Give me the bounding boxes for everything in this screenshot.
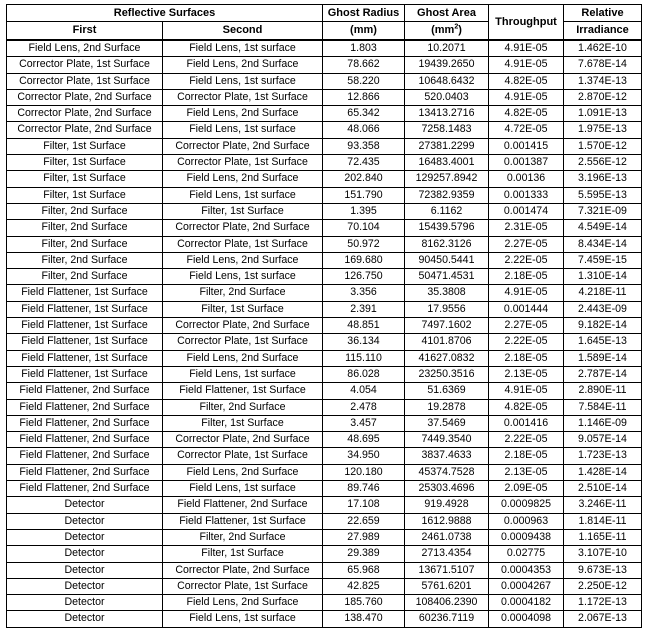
table-row <box>7 89 642 105</box>
ghost-radius-cell: 17.108 <box>323 497 405 513</box>
relative-irradiance-cell: 2.250E-12 <box>564 578 642 594</box>
relative-irradiance-cell: 7.584E-11 <box>564 399 642 415</box>
ghost-radius-cell: 185.760 <box>323 595 405 611</box>
ghost-radius-cell: 42.825 <box>323 578 405 594</box>
ghost-area-cell: 13671.5107 <box>405 562 489 578</box>
second-surface-cell: Field Lens, 2nd Surface <box>163 171 323 187</box>
relative-irradiance-cell: 1.975E-13 <box>564 122 642 138</box>
ghost-radius-cell: 86.028 <box>323 366 405 382</box>
first-surface-cell: Field Flattener, 2nd Surface <box>7 415 163 431</box>
table-row <box>7 415 642 431</box>
ghost-radius-cell: 4.054 <box>323 383 405 399</box>
ghost-area-cell: 50471.4531 <box>405 269 489 285</box>
ghost-area-cell: 1612.9888 <box>405 513 489 529</box>
first-surface-cell: Corrector Plate, 1st Surface <box>7 57 163 73</box>
second-surface-cell: Field Lens, 1st surface <box>163 611 323 627</box>
relative-irradiance-cell: 7.678E-14 <box>564 57 642 73</box>
throughput-cell: 2.22E-05 <box>489 334 564 350</box>
throughput-cell: 0.0004098 <box>489 611 564 627</box>
second-surface-cell: Field Lens, 2nd Surface <box>163 595 323 611</box>
throughput-cell: 0.001444 <box>489 301 564 317</box>
relative-irradiance-cell: 7.321E-09 <box>564 203 642 219</box>
ghost-radius-cell: 120.180 <box>323 464 405 480</box>
ghost-area-cell: 23250.3516 <box>405 366 489 382</box>
ghost-area-cell: 129257.8942 <box>405 171 489 187</box>
second-surface-cell: Field Lens, 2nd Surface <box>163 106 323 122</box>
second-surface-cell: Field Lens, 1st surface <box>163 73 323 89</box>
throughput-cell: 2.31E-05 <box>489 220 564 236</box>
throughput-cell: 0.001416 <box>489 415 564 431</box>
table-row <box>7 236 642 252</box>
ghost-area-cell: 7497.1602 <box>405 318 489 334</box>
table-row <box>7 399 642 415</box>
first-surface-cell: Field Flattener, 2nd Surface <box>7 383 163 399</box>
ghost-radius-cell: 93.358 <box>323 138 405 154</box>
second-surface-cell: Field Flattener, 1st Surface <box>163 383 323 399</box>
irradiance-header: Irradiance <box>564 22 642 41</box>
second-surface-cell: Filter, 1st Surface <box>163 415 323 431</box>
table-body <box>7 40 642 627</box>
ghost-area-cell: 19.2878 <box>405 399 489 415</box>
relative-irradiance-cell: 2.870E-12 <box>564 89 642 105</box>
second-surface-cell: Field Lens, 2nd Surface <box>163 350 323 366</box>
second-surface-cell: Filter, 2nd Surface <box>163 399 323 415</box>
ghost-area-cell: 6.1162 <box>405 203 489 219</box>
first-surface-cell: Filter, 1st Surface <box>7 187 163 203</box>
first-surface-cell: Field Flattener, 1st Surface <box>7 285 163 301</box>
second-surface-cell: Corrector Plate, 2nd Surface <box>163 318 323 334</box>
table-row <box>7 562 642 578</box>
throughput-cell: 0.0009825 <box>489 497 564 513</box>
ghost-radius-cell: 115.110 <box>323 350 405 366</box>
second-surface-cell: Field Lens, 1st surface <box>163 481 323 497</box>
table-row <box>7 269 642 285</box>
relative-irradiance-cell: 9.057E-14 <box>564 432 642 448</box>
table-row <box>7 252 642 268</box>
table-header <box>7 5 642 41</box>
first-surface-cell: Filter, 2nd Surface <box>7 236 163 252</box>
ghost-radius-cell: 36.134 <box>323 334 405 350</box>
table-row <box>7 57 642 73</box>
ghost-radius-cell: 22.659 <box>323 513 405 529</box>
relative-irradiance-cell: 1.570E-12 <box>564 138 642 154</box>
first-surface-cell: Detector <box>7 595 163 611</box>
throughput-cell: 0.001415 <box>489 138 564 154</box>
first-surface-cell: Detector <box>7 529 163 545</box>
ghost-area-cell: 60236.7119 <box>405 611 489 627</box>
second-surface-cell: Field Lens, 1st surface <box>163 187 323 203</box>
ghost-area-cell: 17.9556 <box>405 301 489 317</box>
ghost-radius-cell: 1.803 <box>323 40 405 57</box>
ghost-area-cell: 41627.0832 <box>405 350 489 366</box>
ghost-area-cell: 45374.7528 <box>405 464 489 480</box>
table-row <box>7 529 642 545</box>
ghost-radius-cell: 12.866 <box>323 89 405 105</box>
first-surface-cell: Field Flattener, 2nd Surface <box>7 432 163 448</box>
area-unit-prefix: (mm <box>431 24 455 36</box>
table-row <box>7 318 642 334</box>
ghost-radius-cell: 1.395 <box>323 203 405 219</box>
first-surface-cell: Field Flattener, 2nd Surface <box>7 464 163 480</box>
second-surface-header: Second <box>163 22 323 41</box>
table-row <box>7 350 642 366</box>
throughput-cell: 0.0004353 <box>489 562 564 578</box>
table-row <box>7 611 642 627</box>
relative-irradiance-cell: 3.196E-13 <box>564 171 642 187</box>
second-surface-cell: Field Lens, 2nd Surface <box>163 464 323 480</box>
first-surface-cell: Corrector Plate, 2nd Surface <box>7 106 163 122</box>
second-surface-cell: Corrector Plate, 1st Surface <box>163 448 323 464</box>
ghost-radius-cell: 50.972 <box>323 236 405 252</box>
table-row <box>7 432 642 448</box>
ghost-area-cell: 2461.0738 <box>405 529 489 545</box>
ghost-area-cell: 10.2071 <box>405 40 489 57</box>
throughput-cell: 4.82E-05 <box>489 106 564 122</box>
relative-irradiance-cell: 2.510E-14 <box>564 481 642 497</box>
first-surface-cell: Field Flattener, 2nd Surface <box>7 399 163 415</box>
table-row <box>7 464 642 480</box>
table-row <box>7 448 642 464</box>
first-surface-cell: Detector <box>7 513 163 529</box>
table-row <box>7 171 642 187</box>
ghost-area-cell: 35.3808 <box>405 285 489 301</box>
ghost-area-cell: 919.4928 <box>405 497 489 513</box>
relative-irradiance-cell: 4.549E-14 <box>564 220 642 236</box>
relative-irradiance-cell: 1.165E-11 <box>564 529 642 545</box>
second-surface-cell: Field Lens, 1st surface <box>163 269 323 285</box>
relative-irradiance-cell: 1.310E-14 <box>564 269 642 285</box>
table-row <box>7 220 642 236</box>
second-surface-cell: Filter, 1st Surface <box>163 203 323 219</box>
second-surface-cell: Field Lens, 2nd Surface <box>163 252 323 268</box>
ghost-area-unit <box>405 22 489 41</box>
ghost-radius-cell: 70.104 <box>323 220 405 236</box>
throughput-cell: 2.13E-05 <box>489 464 564 480</box>
second-surface-cell: Field Lens, 1st surface <box>163 40 323 57</box>
table-row <box>7 546 642 562</box>
second-surface-cell: Field Lens, 1st surface <box>163 366 323 382</box>
ghost-radius-cell: 72.435 <box>323 155 405 171</box>
second-surface-cell: Filter, 2nd Surface <box>163 285 323 301</box>
relative-irradiance-cell: 1.589E-14 <box>564 350 642 366</box>
throughput-cell: 0.001387 <box>489 155 564 171</box>
ghost-area-cell: 108406.2390 <box>405 595 489 611</box>
relative-irradiance-cell: 1.146E-09 <box>564 415 642 431</box>
relative-irradiance-cell: 5.595E-13 <box>564 187 642 203</box>
throughput-cell: 2.27E-05 <box>489 236 564 252</box>
first-surface-cell: Field Flattener, 1st Surface <box>7 350 163 366</box>
ghost-radius-cell: 3.356 <box>323 285 405 301</box>
ghost-radius-cell: 202.840 <box>323 171 405 187</box>
ghost-area-cell: 3837.4633 <box>405 448 489 464</box>
ghost-radius-cell: 27.989 <box>323 529 405 545</box>
second-surface-cell: Field Flattener, 1st Surface <box>163 513 323 529</box>
table-row <box>7 497 642 513</box>
second-surface-cell: Field Flattener, 2nd Surface <box>163 497 323 513</box>
first-surface-cell: Corrector Plate, 2nd Surface <box>7 122 163 138</box>
relative-irradiance-cell: 2.067E-13 <box>564 611 642 627</box>
throughput-cell: 4.91E-05 <box>489 57 564 73</box>
throughput-cell: 4.91E-05 <box>489 40 564 57</box>
throughput-cell: 4.91E-05 <box>489 383 564 399</box>
throughput-cell: 2.18E-05 <box>489 269 564 285</box>
relative-irradiance-cell: 1.645E-13 <box>564 334 642 350</box>
relative-irradiance-cell: 1.374E-13 <box>564 73 642 89</box>
ghost-area-cell: 27381.2299 <box>405 138 489 154</box>
throughput-cell: 0.001333 <box>489 187 564 203</box>
table-row <box>7 73 642 89</box>
relative-irradiance-cell: 8.434E-14 <box>564 236 642 252</box>
first-surface-cell: Filter, 1st Surface <box>7 171 163 187</box>
first-surface-cell: Field Flattener, 1st Surface <box>7 366 163 382</box>
first-surface-cell: Detector <box>7 578 163 594</box>
ghost-radius-cell: 169.680 <box>323 252 405 268</box>
throughput-cell: 2.22E-05 <box>489 432 564 448</box>
second-surface-cell: Field Lens, 1st surface <box>163 122 323 138</box>
first-surface-cell: Filter, 2nd Surface <box>7 220 163 236</box>
second-surface-cell: Filter, 1st Surface <box>163 546 323 562</box>
ghost-area-cell: 7258.1483 <box>405 122 489 138</box>
throughput-cell: 2.09E-05 <box>489 481 564 497</box>
ghost-radius-cell: 48.066 <box>323 122 405 138</box>
relative-irradiance-cell: 1.814E-11 <box>564 513 642 529</box>
second-surface-cell: Corrector Plate, 1st Surface <box>163 578 323 594</box>
ghost-radius-cell: 65.968 <box>323 562 405 578</box>
throughput-cell: 4.91E-05 <box>489 285 564 301</box>
first-surface-cell: Detector <box>7 562 163 578</box>
throughput-cell: 2.27E-05 <box>489 318 564 334</box>
relative-irradiance-cell: 1.723E-13 <box>564 448 642 464</box>
table-row <box>7 285 642 301</box>
throughput-header: Throughput <box>489 5 564 41</box>
ghost-area-cell: 10648.6432 <box>405 73 489 89</box>
relative-irradiance-cell: 9.182E-14 <box>564 318 642 334</box>
ghost-radius-cell: 78.662 <box>323 57 405 73</box>
throughput-cell: 0.0009438 <box>489 529 564 545</box>
throughput-cell: 0.00136 <box>489 171 564 187</box>
table-row <box>7 301 642 317</box>
ghost-analysis-table-container <box>6 4 642 628</box>
table-row <box>7 366 642 382</box>
throughput-cell: 2.13E-05 <box>489 366 564 382</box>
ghost-radius-cell: 48.695 <box>323 432 405 448</box>
ghost-radius-cell: 65.342 <box>323 106 405 122</box>
relative-irradiance-cell: 1.428E-14 <box>564 464 642 480</box>
ghost-radius-cell: 138.470 <box>323 611 405 627</box>
first-surface-cell: Detector <box>7 611 163 627</box>
first-surface-cell: Corrector Plate, 1st Surface <box>7 73 163 89</box>
first-surface-cell: Filter, 2nd Surface <box>7 269 163 285</box>
table-row <box>7 595 642 611</box>
ghost-radius-cell: 58.220 <box>323 73 405 89</box>
second-surface-cell: Corrector Plate, 2nd Surface <box>163 220 323 236</box>
throughput-cell: 0.001474 <box>489 203 564 219</box>
table-row <box>7 203 642 219</box>
ghost-area-cell: 19439.2650 <box>405 57 489 73</box>
second-surface-cell: Corrector Plate, 2nd Surface <box>163 562 323 578</box>
ghost-radius-cell: 2.391 <box>323 301 405 317</box>
area-unit-superscript: 2 <box>454 23 459 31</box>
second-surface-cell: Corrector Plate, 2nd Surface <box>163 138 323 154</box>
throughput-cell: 0.0004267 <box>489 578 564 594</box>
throughput-cell: 0.000963 <box>489 513 564 529</box>
ghost-radius-cell: 89.746 <box>323 481 405 497</box>
table-row <box>7 40 642 57</box>
table-row <box>7 106 642 122</box>
first-surface-cell: Filter, 1st Surface <box>7 138 163 154</box>
ghost-radius-cell: 3.457 <box>323 415 405 431</box>
table-row <box>7 334 642 350</box>
ghost-area-cell: 2713.4354 <box>405 546 489 562</box>
reflective-surfaces-header: Reflective Surfaces <box>7 5 323 22</box>
first-surface-cell: Filter, 1st Surface <box>7 155 163 171</box>
relative-irradiance-cell: 1.462E-10 <box>564 40 642 57</box>
second-surface-cell: Filter, 2nd Surface <box>163 529 323 545</box>
relative-irradiance-cell: 2.890E-11 <box>564 383 642 399</box>
relative-irradiance-cell: 2.787E-14 <box>564 366 642 382</box>
relative-irradiance-cell: 3.107E-10 <box>564 546 642 562</box>
table-row <box>7 187 642 203</box>
relative-header: Relative <box>564 5 642 22</box>
ghost-area-cell: 15439.5796 <box>405 220 489 236</box>
throughput-cell: 4.82E-05 <box>489 73 564 89</box>
throughput-cell: 4.91E-05 <box>489 89 564 105</box>
table-row <box>7 122 642 138</box>
ghost-area-cell: 4101.8706 <box>405 334 489 350</box>
first-surface-cell: Field Flattener, 1st Surface <box>7 334 163 350</box>
ghost-area-header: Ghost Area <box>405 5 489 22</box>
relative-irradiance-cell: 1.091E-13 <box>564 106 642 122</box>
first-surface-cell: Filter, 2nd Surface <box>7 203 163 219</box>
ghost-area-cell: 8162.3126 <box>405 236 489 252</box>
throughput-cell: 0.02775 <box>489 546 564 562</box>
throughput-cell: 0.0004182 <box>489 595 564 611</box>
relative-irradiance-cell: 3.246E-11 <box>564 497 642 513</box>
ghost-area-cell: 16483.4001 <box>405 155 489 171</box>
second-surface-cell: Corrector Plate, 2nd Surface <box>163 432 323 448</box>
ghost-analysis-table <box>6 4 642 628</box>
first-surface-cell: Corrector Plate, 2nd Surface <box>7 89 163 105</box>
relative-irradiance-cell: 1.172E-13 <box>564 595 642 611</box>
second-surface-cell: Corrector Plate, 1st Surface <box>163 334 323 350</box>
ghost-area-cell: 5761.6201 <box>405 578 489 594</box>
first-surface-cell: Field Flattener, 2nd Surface <box>7 448 163 464</box>
relative-irradiance-cell: 2.556E-12 <box>564 155 642 171</box>
first-surface-cell: Field Flattener, 1st Surface <box>7 301 163 317</box>
ghost-radius-header: Ghost Radius <box>323 5 405 22</box>
area-unit-suffix: ) <box>458 24 462 36</box>
first-surface-cell: Field Flattener, 1st Surface <box>7 318 163 334</box>
throughput-cell: 2.22E-05 <box>489 252 564 268</box>
table-row <box>7 578 642 594</box>
ghost-radius-cell: 2.478 <box>323 399 405 415</box>
throughput-cell: 2.18E-05 <box>489 350 564 366</box>
ghost-radius-unit: (mm) <box>323 22 405 41</box>
second-surface-cell: Filter, 1st Surface <box>163 301 323 317</box>
ghost-area-cell: 520.0403 <box>405 89 489 105</box>
table-row <box>7 138 642 154</box>
first-surface-cell: Detector <box>7 546 163 562</box>
throughput-cell: 4.72E-05 <box>489 122 564 138</box>
ghost-area-cell: 37.5469 <box>405 415 489 431</box>
ghost-radius-cell: 151.790 <box>323 187 405 203</box>
throughput-cell: 2.18E-05 <box>489 448 564 464</box>
first-surface-header: First <box>7 22 163 41</box>
ghost-area-cell: 72382.9359 <box>405 187 489 203</box>
ghost-radius-cell: 48.851 <box>323 318 405 334</box>
ghost-radius-cell: 29.389 <box>323 546 405 562</box>
relative-irradiance-cell: 9.673E-13 <box>564 562 642 578</box>
second-surface-cell: Corrector Plate, 1st Surface <box>163 236 323 252</box>
ghost-radius-cell: 126.750 <box>323 269 405 285</box>
table-row <box>7 383 642 399</box>
second-surface-cell: Corrector Plate, 1st Surface <box>163 155 323 171</box>
ghost-radius-cell: 34.950 <box>323 448 405 464</box>
table-row <box>7 481 642 497</box>
ghost-area-cell: 90450.5441 <box>405 252 489 268</box>
second-surface-cell: Field Lens, 2nd Surface <box>163 57 323 73</box>
table-row <box>7 513 642 529</box>
ghost-area-cell: 25303.4696 <box>405 481 489 497</box>
relative-irradiance-cell: 2.443E-09 <box>564 301 642 317</box>
first-surface-cell: Field Flattener, 2nd Surface <box>7 481 163 497</box>
ghost-area-cell: 7449.3540 <box>405 432 489 448</box>
second-surface-cell: Corrector Plate, 1st Surface <box>163 89 323 105</box>
table-row <box>7 155 642 171</box>
first-surface-cell: Field Lens, 2nd Surface <box>7 40 163 57</box>
first-surface-cell: Detector <box>7 497 163 513</box>
throughput-cell: 4.82E-05 <box>489 399 564 415</box>
relative-irradiance-cell: 7.459E-15 <box>564 252 642 268</box>
first-surface-cell: Filter, 2nd Surface <box>7 252 163 268</box>
ghost-area-cell: 51.6369 <box>405 383 489 399</box>
ghost-area-cell: 13413.2716 <box>405 106 489 122</box>
relative-irradiance-cell: 4.218E-11 <box>564 285 642 301</box>
